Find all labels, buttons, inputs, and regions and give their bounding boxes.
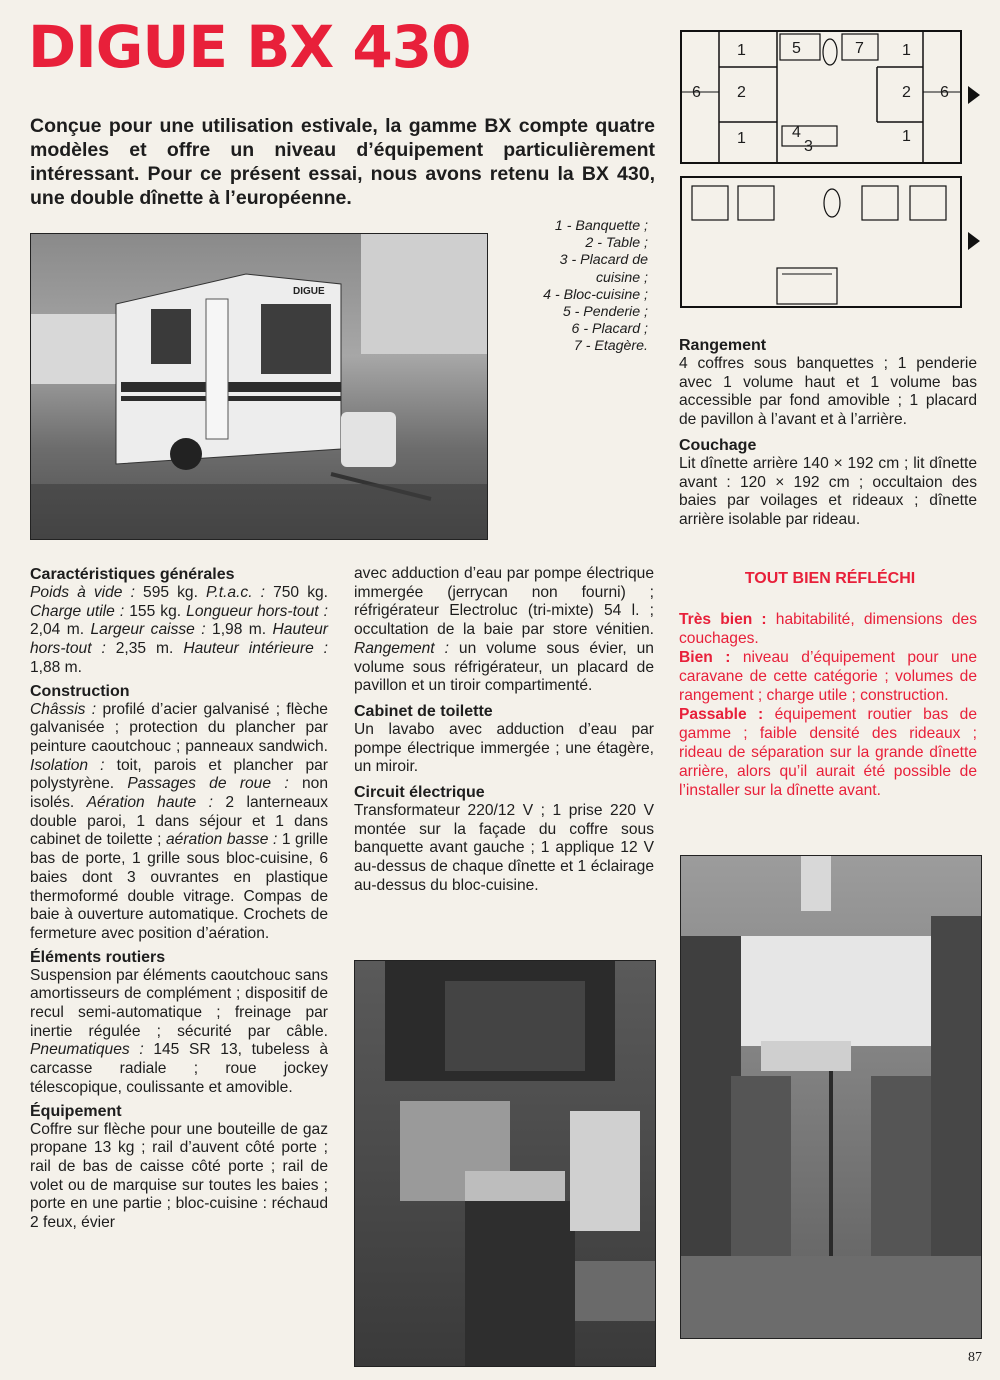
floor-plan-top-lines [682,32,960,162]
spec-value: Suspension par éléments caoutchouc sans amortisseurs de complément ; dispositif de recul semi-automatique ; freinage par inertie régulée ; sécurité par câble. [30,966,328,1040]
spec-value: avec adduction d’eau par pompe électrique immergée (jerrycan non fourni) ; réfrigérateur Electroluc (tri-mixte) 54 l. ; occultation de la baie par store vénitien. [354,565,654,639]
spec-label: Passages de roue : [127,775,289,793]
plan-label-table: 2 [737,84,746,101]
spec-value: 750 kg. [264,584,328,601]
spec-label: Aération haute : [86,794,213,812]
heading-caracteristiques: Caractéristiques générales [30,566,235,583]
spec-value: toit, parois et plancher par polystyrène. [30,756,328,793]
equipement-text: Coffre sur flèche pour une bouteille de gaz propane 13 kg ; rail d’auvent côté porte ; rail de bas de caisse côté porte ; rail de volet ou de marquise sur toutes les baies ; porte en une partie ; bloc-cuisine : réchaud 2 feux, évier [30,1120,328,1232]
legend-item: 6 - Placard ; [571,321,648,338]
intro-paragraph: Conçue pour une utilisation estivale, la gamme BX compte quatre modèles et offre un niveau d’équipement particulièrement intéressant. Pour ce présent essai, nous avons retenu la BX 430, une double dînette à l’européenne. [30,115,655,209]
plan-label-table: 2 [902,84,911,101]
heading-elements-routiers: Éléments routiers [30,948,166,966]
heading-rangement: Rangement [679,337,767,354]
column-3 [679,336,977,534]
spec-value: profilé d’acier galvanisé ; flèche galvanisée ; protection du plancher par peinture caoutchouc ; panneaux sandwich. [30,700,328,755]
spec-value: non isolés. [30,775,328,812]
plan-label-placard: 6 [692,84,701,101]
verdict-text: habitabilité, dimensions des couchages. [679,611,978,647]
legend-item: 2 - Table ; [585,235,648,252]
verdict-label: Très bien : [679,611,767,628]
arrow-right-icon [968,232,980,250]
spec-value: un volume sous évier, un volume sous réfrigérateur, un placard de pavillon et un tiroir compartimenté. [354,639,654,695]
verdict-text: niveau d’équipement pour une caravane de cette catégorie ; volumes de rangement ; charge utile ; construction. [679,649,978,704]
plan-label-banquette: 1 [902,42,911,59]
equipement-continued-text [354,565,654,696]
caracteristiques-text [30,584,328,678]
verdict-box [679,610,977,800]
rangement-text: 4 coffres sous banquettes ; 1 penderie avec 1 volume haut et 1 volume bas accessible par fond amovible ; 1 placard de pavillon à l’avant et à l’arrière. [679,355,977,429]
verdict-text: équipement routier bas de gamme ; faible densité des rideaux ; rideau de séparation sur la grande dînette arrière, alors qu’il aurait été possible de l’installer sur la dînette avant. [679,706,977,799]
spec-label: Pneumatiques : [30,1041,144,1059]
caravan-brand-label: DIGUE [293,286,325,297]
dinette-interior-photo [680,855,982,1339]
verdict-label: Bien : [679,649,731,666]
legend-item: 4 - Bloc-cuisine ; [543,286,648,303]
spec-value: 1 grille bas de porte, 1 grille sous bloc-cuisine, 6 baies dont 3 ouvrantes en plastique thermoformé double vitrage. Compas de baie à ouverture automatique. Crochets de fermeture avec position d’aération. [30,831,328,942]
couchage-text: Lit dînette arrière 140 × 192 cm ; lit dînette avant : 120 × 192 cm ; occultaion des baies par voilages et rideaux ; dînette arrière isolable par rideau. [679,454,977,528]
cabinet-toilette-text: Un lavabo avec adduction d’eau par pompe électrique immergée ; une étagère, un miroir. [354,720,654,776]
legend-item: 1 - Banquette ; [554,218,648,234]
verdict-label: Passable : [679,706,764,723]
caravan-illustration [31,234,487,539]
heading-cabinet-toilette: Cabinet de toilette [354,702,493,720]
plan-legend [520,218,648,356]
spec-value: 595 kg. [134,584,207,601]
column-1 [30,565,328,1237]
legend-item: 3 - Placard de cuisine ; [559,252,648,286]
plan-label-banquette: 1 [902,128,911,145]
column-2 [354,565,654,900]
verdict-item [679,648,977,705]
caravan-exterior-photo [30,233,488,540]
spec-label: P.t.a.c. : [206,584,265,601]
spec-label: Charge utile : [30,602,125,620]
floor-plan-bottom [680,176,962,308]
spec-value: 1,88 m. [30,658,83,676]
spec-value: 155 kg. [124,602,187,620]
spec-label: Châssis : [30,700,97,718]
spec-label: aération basse : [166,831,278,849]
circuit-electrique-text: Transformateur 220/12 V ; 1 prise 220 V montée sur la façade du coffre sous banquette avant gauche ; 1 applique 12 V au-dessus de chaque dînette et 1 éclairage au-dessus du bloc-cuisine. [354,802,654,894]
spec-label: Rangement : [354,639,449,657]
spec-label: Hauteur intérieure : [183,640,329,658]
plan-label-etagere: 7 [855,40,864,57]
verdict-item [679,610,977,648]
spec-value: 2 lanterneaux double paroi, 1 dans séjour et 1 dans cabinet de toilette ; [30,794,328,849]
legend-item: 5 - Penderie ; [562,304,648,321]
kitchen-interior-photo [354,960,656,1367]
spec-value: 2,04 m. [30,621,91,639]
arrow-right-icon [968,86,980,104]
page-number: 87 [968,1350,982,1365]
spec-label: Largeur caisse : [90,621,206,639]
heading-equipement: Équipement [30,1102,122,1120]
floor-plan-top [680,30,962,164]
plan-label-banquette: 1 [737,42,746,59]
heading-construction: Construction [30,682,130,700]
spec-label: Hauteur hors-tout : [30,621,328,658]
construction-text [30,701,328,944]
plan-label-placard-cuisine: 3 [804,138,813,155]
spec-label: Isolation : [30,756,105,774]
floor-plan-bottom-lines [682,178,960,306]
heading-couchage: Couchage [679,436,757,454]
article-title: DIGUE BX 430 [28,13,471,81]
plan-label-bloc-cuisine: 4 [792,124,801,141]
spec-label: Poids à vide : [30,584,135,601]
plan-label-placard: 6 [940,84,949,101]
plan-label-banquette: 1 [737,130,746,147]
verdict-title: TOUT BIEN RÉFLÉCHI [744,570,916,587]
legend-item: 7 - Etagère. [573,338,648,355]
heading-circuit-electrique: Circuit électrique [354,784,485,802]
elements-routiers-text [30,967,328,1098]
spec-value: 2,35 m. [105,640,184,658]
kitchen-illustration [355,961,655,1366]
spec-label: Longueur hors-tout : [186,602,328,620]
plan-label-penderie: 5 [792,40,801,57]
spec-value: 145 SR 13, tubeless à carcasse radiale ; roue jockey télescopique, coulissante et amovible. [30,1041,328,1096]
dinette-illustration [681,856,981,1338]
spec-value: 1,98 m. [205,621,273,639]
verdict-item [679,705,977,800]
